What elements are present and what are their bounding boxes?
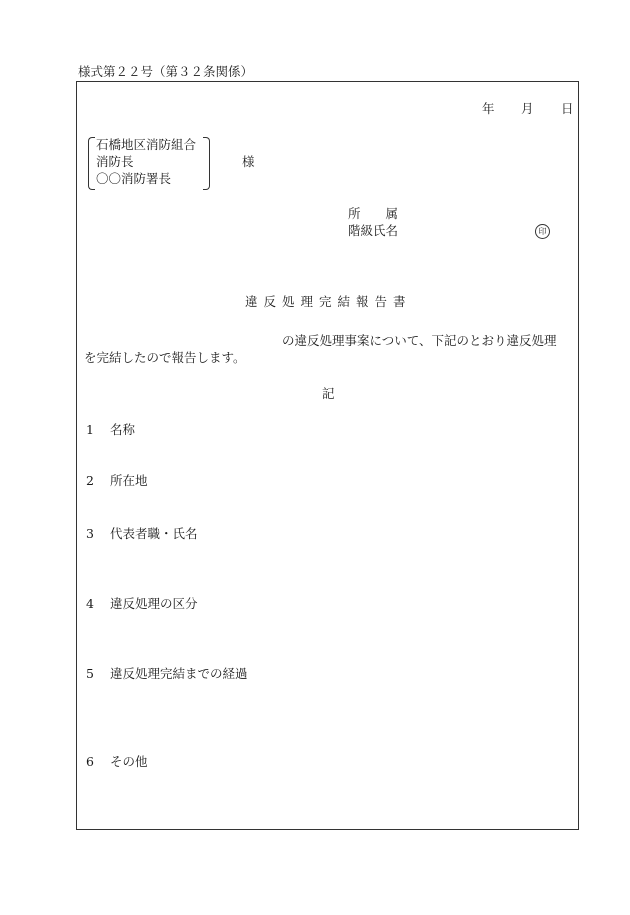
addressee-bracket-left — [88, 137, 95, 190]
body-line-1: の違反処理事案について、下記のとおり違反処理 — [282, 333, 557, 348]
item-3-number: 3 — [86, 526, 94, 541]
affiliation-label: 所 属 — [348, 206, 399, 221]
item-2-label: 所在地 — [110, 473, 148, 488]
addressee-honorific: 様 — [242, 154, 255, 169]
item-4-number: 4 — [86, 596, 94, 611]
date-month: 月 — [521, 101, 534, 116]
document-title: 違反処理完結報告書 — [245, 294, 412, 309]
item-1-number: 1 — [86, 422, 94, 437]
addressee-line-3: 〇〇消防署長 — [96, 171, 172, 186]
date-year: 年 — [482, 101, 495, 116]
item-4-label: 違反処理の区分 — [110, 596, 198, 611]
ki-heading: 記 — [322, 386, 335, 401]
item-2-number: 2 — [86, 473, 94, 488]
rank-name-label: 階級氏名 — [348, 223, 399, 238]
item-1-label: 名称 — [110, 422, 136, 437]
addressee-line-1: 石橋地区消防組合 — [96, 137, 197, 152]
addressee-bracket-right — [203, 137, 210, 190]
item-6-label: その他 — [110, 754, 148, 769]
form-frame — [76, 81, 579, 830]
item-5-number: 5 — [86, 666, 94, 681]
body-line-2: を完結したので報告します。 — [84, 350, 246, 365]
item-6-number: 6 — [86, 754, 94, 769]
item-5-label: 違反処理完結までの経過 — [110, 666, 248, 681]
form-number: 様式第２２号（第３２条関係） — [78, 64, 254, 79]
seal-mark: 印 — [535, 224, 550, 239]
addressee-line-2: 消防長 — [96, 154, 134, 169]
date-day: 日 — [561, 101, 574, 116]
item-3-label: 代表者職・氏名 — [110, 526, 198, 541]
